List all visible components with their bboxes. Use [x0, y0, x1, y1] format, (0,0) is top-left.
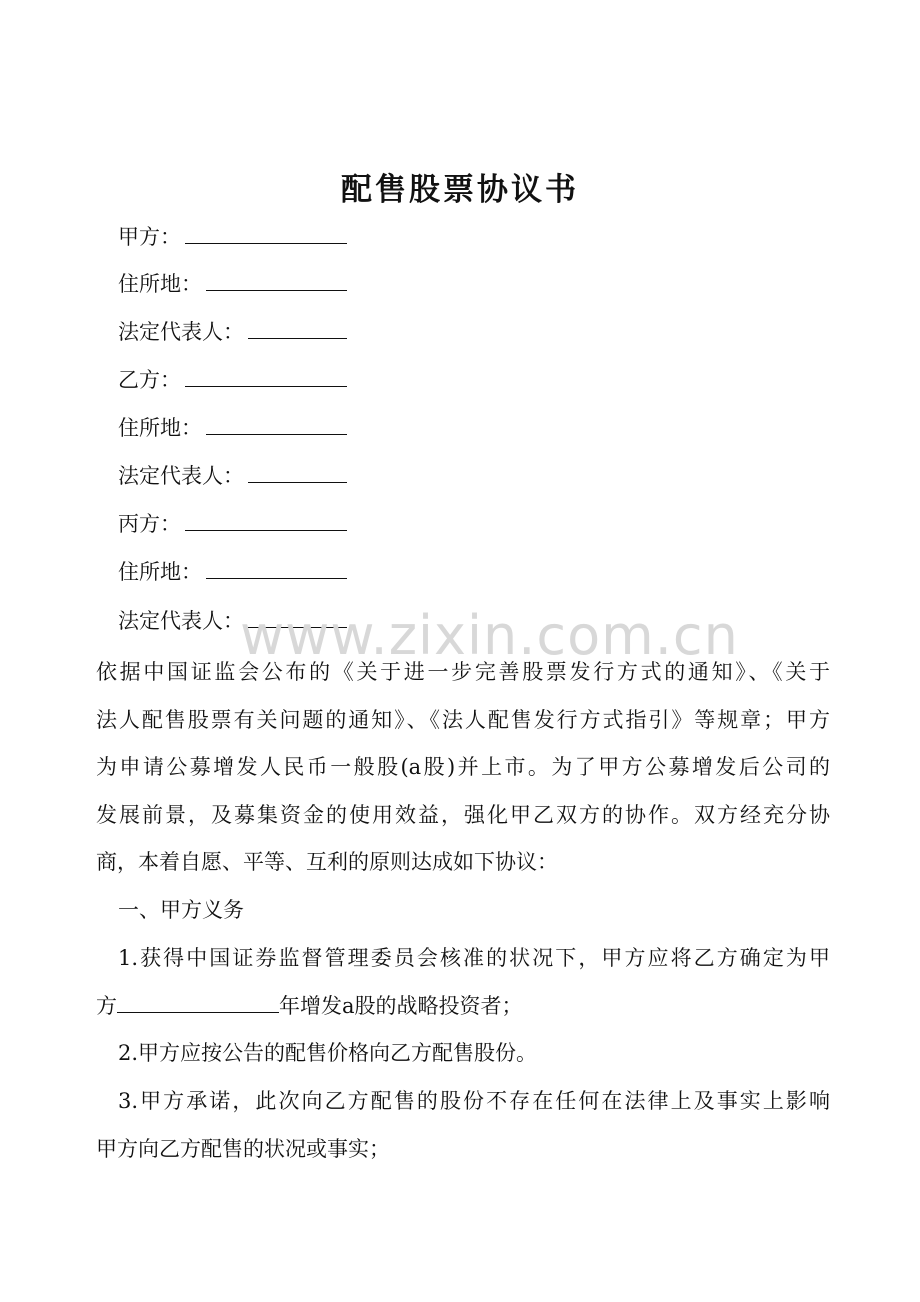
party-label: 法定代表人： [118, 320, 244, 344]
party-field [118, 509, 347, 539]
party-label: 住所地： [118, 416, 202, 440]
party-field [118, 606, 347, 636]
preamble-line: 依据中国证监会公布的《关于进一步完善股票发行方式的通知》、《关于 [96, 660, 830, 684]
party-field [118, 317, 347, 347]
party-blank[interactable] [206, 414, 347, 435]
party-field [118, 413, 347, 443]
item-3-line: 3.甲方承诺，此次向乙方配售的股份不存在任何在法律上及事实上影响 [118, 1089, 830, 1113]
party-blank[interactable] [185, 366, 347, 387]
preamble-line: 商，本着自愿、平等、互利的原则达成如下协议： [96, 850, 558, 874]
party-field [118, 222, 347, 252]
year-blank[interactable] [117, 992, 279, 1013]
preamble-line: 发展前景，及募集资金的使用效益，强化甲乙双方的协作。双方经充分协 [96, 803, 830, 827]
party-blank[interactable] [248, 462, 347, 483]
party-field [118, 557, 347, 587]
preamble-line: 法人配售股票有关问题的通知》、《法人配售发行方式指引》等规章；甲方 [96, 708, 830, 732]
item-1-suffix: 年增发a股的战略投资者； [279, 994, 523, 1018]
party-blank[interactable] [185, 223, 347, 244]
party-label: 住所地： [118, 272, 202, 296]
item-1-prefix: 方 [96, 994, 117, 1018]
party-label: 法定代表人： [118, 609, 244, 633]
item-2: 2.甲方应按公告的配售价格向乙方配售股份。 [118, 1041, 538, 1065]
party-blank[interactable] [248, 607, 347, 628]
party-blank[interactable] [206, 270, 347, 291]
item-1-line [96, 991, 830, 1021]
party-field [118, 269, 347, 299]
item-3-line: 甲方向乙方配售的状况或事实； [96, 1137, 390, 1161]
party-blank[interactable] [185, 510, 347, 531]
party-label: 丙方： [118, 512, 181, 536]
party-label: 法定代表人： [118, 464, 244, 488]
section-heading: 一、甲方义务 [118, 898, 244, 922]
party-blank[interactable] [206, 558, 347, 579]
preamble-line: 为申请公募增发人民币一般股(a股)并上市。为了甲方公募增发后公司的 [96, 755, 830, 779]
party-field [118, 461, 347, 491]
party-blank[interactable] [248, 318, 347, 339]
document-title: 配售股票协议书 [341, 172, 579, 208]
party-field [118, 365, 347, 395]
party-label: 甲方： [118, 225, 181, 249]
party-label: 乙方： [118, 368, 181, 392]
party-label: 住所地： [118, 560, 202, 584]
item-1-line: 1.获得中国证券监督管理委员会核准的状况下，甲方应将乙方确定为甲 [118, 946, 830, 970]
watermark: www.zixin.com.cn [240, 604, 739, 667]
